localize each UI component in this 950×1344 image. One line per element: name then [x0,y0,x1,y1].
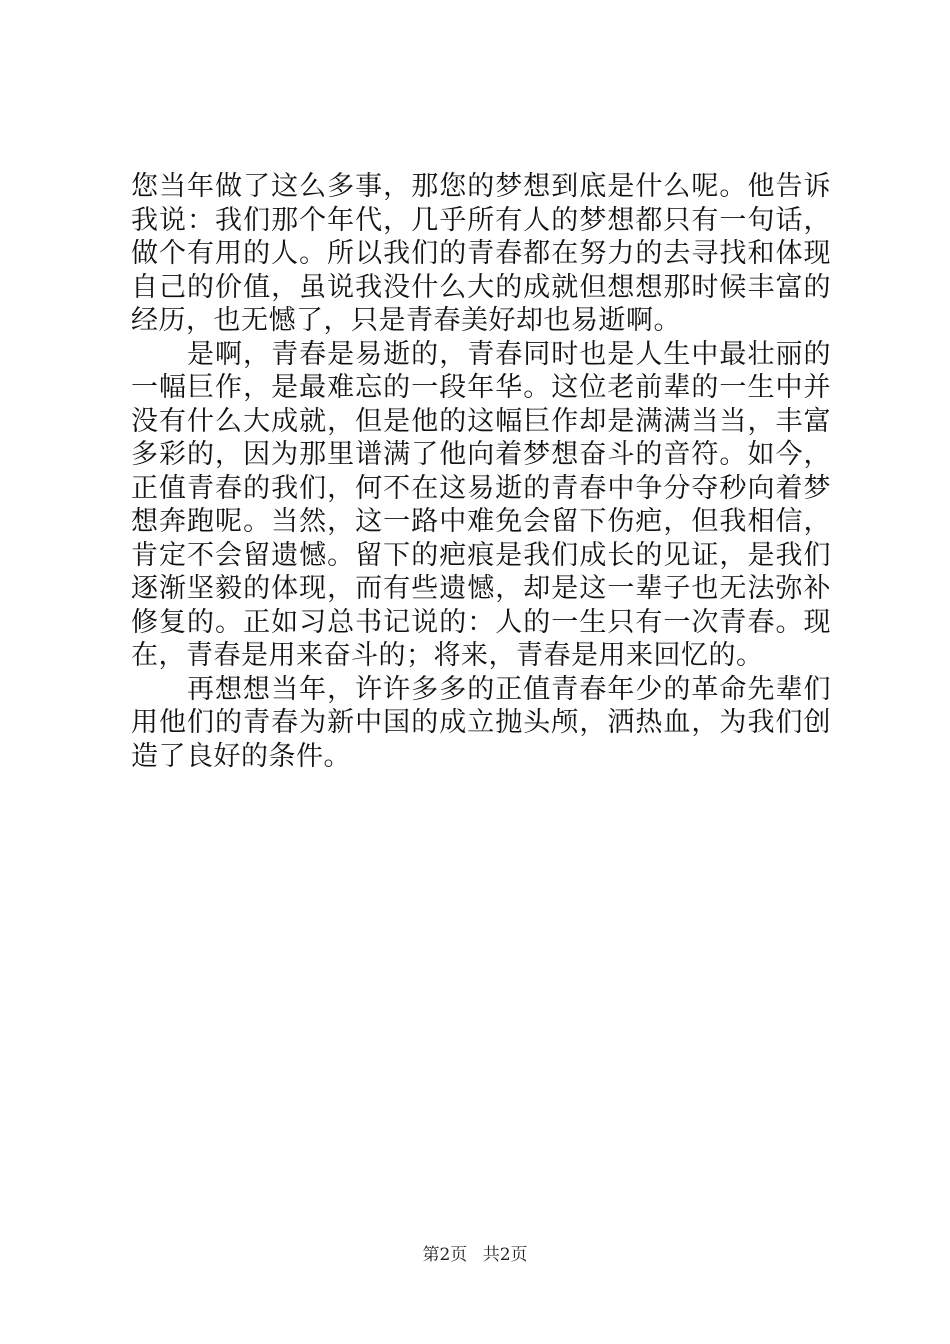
page-footer [0,1245,950,1265]
paragraph-1: 您当年做了这么多事，那您的梦想到底是什么呢。他告诉我说：我们那个年代，几乎所有人的梦想都只有一句话，做个有用的人。所以我们的青春都在努力的去寻找和体现自己的价值，虽说我没什么大的成就但想想那时候丰富的经历，也无憾了，只是青春美好却也易逝啊。 [131,171,831,336]
page-total: 共2页 [482,1245,528,1265]
page-number: 第2页 [422,1245,468,1265]
paragraph-2: 是啊，青春是易逝的，青春同时也是人生中最壮丽的一幅巨作，是最难忘的一段年华。这位老前辈的一生中并没有什么大成就，但是他的这幅巨作却是满满当当，丰富多彩的，因为那里谱满了他向着梦想奋斗的音符。如今，正值青春的我们，何不在这易逝的青春中争分夺秒向着梦想奔跑呢。当然，这一路中难免会留下伤疤，但我相信，肯定不会留遗憾。留下的疤痕是我们成长的见证，是我们逐渐坚毅的体现，而有些遗憾，却是这一辈子也无法弥补修复的。正如习总书记说的：人的一生只有一次青春。现在，青春是用来奋斗的；将来，青春是用来回忆的。 [131,338,831,671]
document-body [131,170,831,773]
paragraph-3: 再想想当年，许许多多的正值青春年少的革命先辈们用他们的青春为新中国的成立抛头颅，洒热血，为我们创造了良好的条件。 [131,673,831,772]
